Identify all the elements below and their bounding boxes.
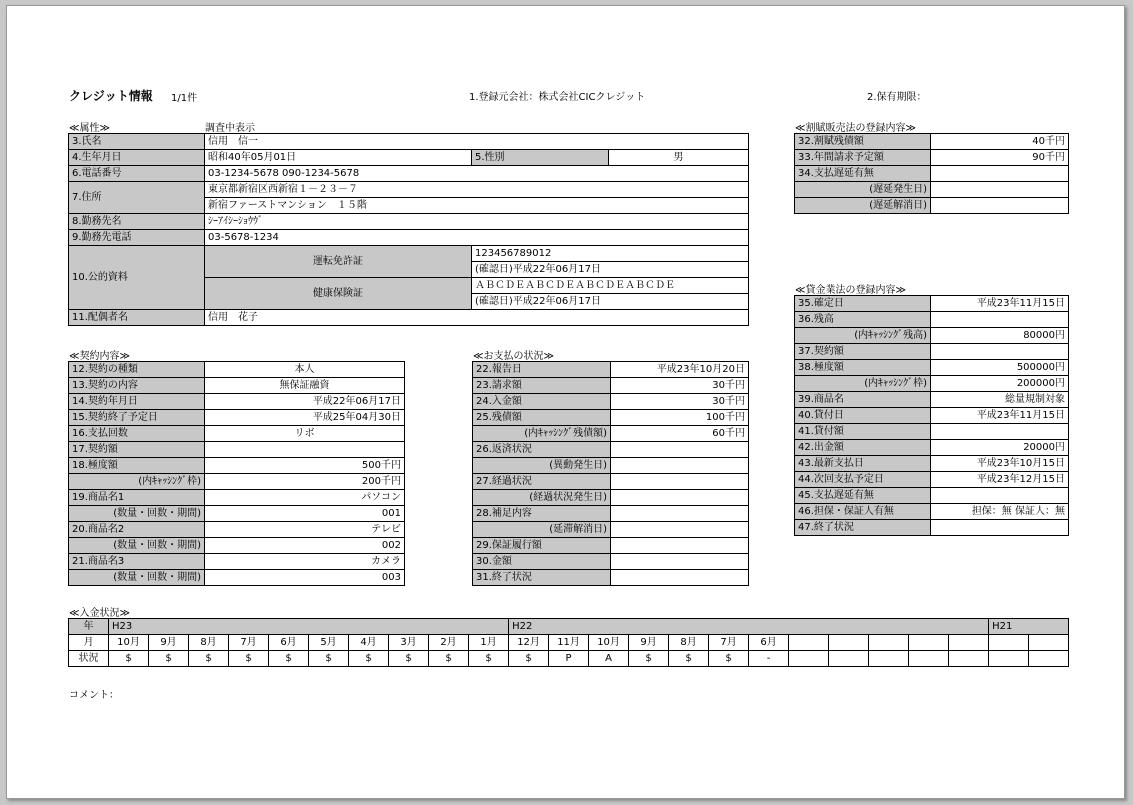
attributes-section-title: ≪属性≫ <box>69 123 110 134</box>
field-value: 90千円 <box>931 150 1069 166</box>
attributes-table <box>68 133 749 326</box>
year-row <box>69 619 1069 635</box>
status-cell: $ <box>429 651 469 667</box>
registering-company: 1.登録元会社：株式会社CICクレジット <box>469 92 646 103</box>
field-label: 33.年間請求予定額 <box>795 150 931 166</box>
table-row <box>69 538 405 554</box>
table-row <box>795 472 1069 488</box>
month-cell: 9月 <box>149 635 189 651</box>
field-label: 15.契約終了予定日 <box>69 410 205 426</box>
status-cell: $ <box>389 651 429 667</box>
status-cell: $ <box>189 651 229 667</box>
record-count: 1/1件 <box>171 93 198 104</box>
month-cell <box>1029 635 1069 651</box>
field-label: 21.商品名3 <box>69 554 205 570</box>
field-value: 500千円 <box>205 458 405 474</box>
year-cell: H21 <box>989 619 1069 635</box>
field-value <box>611 522 749 538</box>
document-confirm-date: (確認日)平成22年06月17日 <box>472 262 749 278</box>
year-header: 年 <box>69 619 109 635</box>
status-cell: $ <box>669 651 709 667</box>
field-label: 19.商品名1 <box>69 490 205 506</box>
field-value: 平成25年04月30日 <box>205 410 405 426</box>
month-cell: 11月 <box>549 635 589 651</box>
field-label: 36.残高 <box>795 312 931 328</box>
table-row <box>795 344 1069 360</box>
employer-phone-value: 03-5678-1234 <box>205 230 749 246</box>
field-label: 31.終了状況 <box>473 570 611 586</box>
address-line-2: 新宿ファーストマンション １５階 <box>205 198 749 214</box>
field-label: 10.公的資料 <box>69 246 205 310</box>
field-label: 5.性別 <box>472 150 609 166</box>
installment-section-title: ≪割賦販売法の登録内容≫ <box>795 123 916 134</box>
status-cell: $ <box>149 651 189 667</box>
status-cell: $ <box>229 651 269 667</box>
under-investigation-label: 調査中表示 <box>205 123 255 134</box>
document-number: 123456789012 <box>472 246 749 262</box>
table-row <box>473 394 749 410</box>
table-row <box>795 504 1069 520</box>
table-row <box>795 440 1069 456</box>
field-label: 30.金額 <box>473 554 611 570</box>
table-row <box>473 474 749 490</box>
field-sublabel: (経過状況発生日) <box>473 490 611 506</box>
field-sublabel: (内ｷｬｯｼﾝｸﾞ残債額) <box>473 426 611 442</box>
year-cell: H22 <box>509 619 989 635</box>
field-label: 4.生年月日 <box>69 150 205 166</box>
field-label: 27.経過状況 <box>473 474 611 490</box>
field-value: 002 <box>205 538 405 554</box>
field-sublabel: (数量・回数・期間) <box>69 506 205 522</box>
field-label: 6.電話番号 <box>69 166 205 182</box>
table-row <box>473 538 749 554</box>
field-label: 17.契約額 <box>69 442 205 458</box>
status-cell <box>829 651 869 667</box>
field-value: 担保：無 保証人：無 <box>931 504 1069 520</box>
field-value <box>931 198 1069 214</box>
installment-table <box>794 133 1069 214</box>
field-sublabel: (内ｷｬｯｼﾝｸﾞ枠) <box>795 376 931 392</box>
month-cell: 1月 <box>469 635 509 651</box>
field-label: 12.契約の種類 <box>69 362 205 378</box>
status-cell <box>789 651 829 667</box>
field-value: 003 <box>205 570 405 586</box>
table-row <box>795 166 1069 182</box>
field-value: テレビ <box>205 522 405 538</box>
month-cell: 10月 <box>109 635 149 651</box>
status-cell: $ <box>469 651 509 667</box>
status-cell: $ <box>109 651 149 667</box>
payment-table <box>472 361 749 586</box>
comment-label: コメント： <box>69 690 119 701</box>
field-label: 22.報告日 <box>473 362 611 378</box>
field-label: 24.入金額 <box>473 394 611 410</box>
field-sublabel: (延滞解消日) <box>473 522 611 538</box>
status-cell: $ <box>629 651 669 667</box>
field-label: 39.商品名 <box>795 392 931 408</box>
table-row <box>69 410 405 426</box>
field-label: 29.保証履行額 <box>473 538 611 554</box>
table-row <box>69 362 405 378</box>
month-cell: 12月 <box>509 635 549 651</box>
field-value <box>931 182 1069 198</box>
field-value <box>931 344 1069 360</box>
table-row <box>473 378 749 394</box>
month-cell: 2月 <box>429 635 469 651</box>
status-row <box>69 651 1069 667</box>
table-row <box>795 312 1069 328</box>
employer-value: ｼｰｱｲｼｰｼｮｳｳﾞ <box>205 214 749 230</box>
month-cell <box>949 635 989 651</box>
field-value <box>205 442 405 458</box>
status-cell <box>869 651 909 667</box>
status-header: 状況 <box>69 651 109 667</box>
table-row <box>473 458 749 474</box>
public-document-type: 運転免許証 <box>205 246 472 278</box>
table-row <box>795 520 1069 536</box>
field-label: 13.契約の内容 <box>69 378 205 394</box>
field-sublabel: (数量・回数・期間) <box>69 538 205 554</box>
field-value: 平成23年12月15日 <box>931 472 1069 488</box>
contract-table <box>68 361 405 586</box>
field-label: 44.次回支払予定日 <box>795 472 931 488</box>
table-row <box>69 570 405 586</box>
table-row <box>69 474 405 490</box>
field-value: パソコン <box>205 490 405 506</box>
table-row <box>795 488 1069 504</box>
month-header: 月 <box>69 635 109 651</box>
month-row <box>69 635 1069 651</box>
field-value: 本人 <box>205 362 405 378</box>
field-value: 平成23年11月15日 <box>931 296 1069 312</box>
spouse-value: 信用 花子 <box>205 310 749 326</box>
month-cell <box>869 635 909 651</box>
field-value <box>931 166 1069 182</box>
field-value: カメラ <box>205 554 405 570</box>
name-value: 信用 信一 <box>205 134 749 150</box>
field-value: 30千円 <box>611 394 749 410</box>
field-label: 37.契約額 <box>795 344 931 360</box>
table-row <box>473 554 749 570</box>
document-confirm-date: (確認日)平成22年06月17日 <box>472 294 749 310</box>
status-cell: - <box>749 651 789 667</box>
birthdate-value: 昭和40年05月01日 <box>205 150 472 166</box>
address-line-1: 東京都新宿区西新宿１－２３－７ <box>205 182 749 198</box>
field-label: 38.極度額 <box>795 360 931 376</box>
field-sublabel: (内ｷｬｯｼﾝｸﾞ枠) <box>69 474 205 490</box>
table-row <box>473 362 749 378</box>
field-label: 23.請求額 <box>473 378 611 394</box>
month-cell: 7月 <box>709 635 749 651</box>
field-label: 11.配偶者名 <box>69 310 205 326</box>
status-cell <box>949 651 989 667</box>
field-value: 無保証融資 <box>205 378 405 394</box>
table-row <box>795 198 1069 214</box>
document-number: ＡＢＣＤＥＡＢＣＤＥＡＢＣＤＥＡＢＣＤＥ <box>472 278 749 294</box>
month-cell: 8月 <box>189 635 229 651</box>
field-label: 3.氏名 <box>69 134 205 150</box>
field-label: 25.残債額 <box>473 410 611 426</box>
month-cell: 7月 <box>229 635 269 651</box>
field-sublabel: (数量・回数・期間) <box>69 570 205 586</box>
field-value <box>931 312 1069 328</box>
field-value: 80000円 <box>931 328 1069 344</box>
month-cell: 9月 <box>629 635 669 651</box>
field-label: 46.担保・保証人有無 <box>795 504 931 520</box>
month-cell <box>909 635 949 651</box>
table-row <box>69 426 405 442</box>
table-row <box>795 392 1069 408</box>
field-value: 60千円 <box>611 426 749 442</box>
phone-value: 03-1234-5678 090-1234-5678 <box>205 166 749 182</box>
table-row <box>473 522 749 538</box>
deposit-status-table <box>68 618 1069 667</box>
table-row <box>795 456 1069 472</box>
status-cell: P <box>549 651 589 667</box>
field-value: 平成22年06月17日 <box>205 394 405 410</box>
status-cell <box>1029 651 1069 667</box>
table-row <box>795 182 1069 198</box>
month-cell: 5月 <box>309 635 349 651</box>
contract-section-title: ≪契約内容≫ <box>69 351 130 362</box>
table-row <box>69 458 405 474</box>
month-cell <box>989 635 1029 651</box>
credit-report-page <box>6 5 1125 799</box>
field-value <box>611 458 749 474</box>
field-value: 20000円 <box>931 440 1069 456</box>
payment-section-title: ≪お支払の状況≫ <box>473 351 554 362</box>
table-row <box>795 296 1069 312</box>
field-label: 9.勤務先電話 <box>69 230 205 246</box>
field-value: 総量規制対象 <box>931 392 1069 408</box>
field-value: 200千円 <box>205 474 405 490</box>
lending-table <box>794 295 1069 536</box>
field-value: 500000円 <box>931 360 1069 376</box>
field-label: 43.最新支払日 <box>795 456 931 472</box>
field-value <box>611 538 749 554</box>
field-value <box>931 488 1069 504</box>
table-row <box>795 134 1069 150</box>
field-value: 平成23年10月20日 <box>611 362 749 378</box>
field-value <box>931 424 1069 440</box>
deposit-section-title: ≪入金状況≫ <box>69 608 130 619</box>
field-value: 30千円 <box>611 378 749 394</box>
field-value <box>931 520 1069 536</box>
field-label: 7.住所 <box>69 182 205 214</box>
field-sublabel: (異動発生日) <box>473 458 611 474</box>
field-value: リボ <box>205 426 405 442</box>
status-cell: $ <box>709 651 749 667</box>
table-row <box>69 442 405 458</box>
sex-value: 男 <box>609 150 749 166</box>
field-value <box>611 490 749 506</box>
table-row <box>795 376 1069 392</box>
status-cell: $ <box>309 651 349 667</box>
field-value: 40千円 <box>931 134 1069 150</box>
status-cell: $ <box>509 651 549 667</box>
month-cell: 4月 <box>349 635 389 651</box>
field-label: 40.貸付日 <box>795 408 931 424</box>
table-row <box>69 490 405 506</box>
field-sublabel: (遅延発生日) <box>795 182 931 198</box>
table-row <box>69 554 405 570</box>
field-label: 8.勤務先名 <box>69 214 205 230</box>
report-title: クレジット情報 <box>69 89 153 103</box>
month-cell <box>789 635 829 651</box>
field-label: 28.補足内容 <box>473 506 611 522</box>
public-document-type: 健康保険証 <box>205 278 472 310</box>
table-row <box>795 328 1069 344</box>
field-label: 41.貸付額 <box>795 424 931 440</box>
table-row <box>69 506 405 522</box>
table-row <box>795 408 1069 424</box>
table-row <box>69 378 405 394</box>
field-value <box>611 554 749 570</box>
field-label: 18.極度額 <box>69 458 205 474</box>
field-value: 平成23年10月15日 <box>931 456 1069 472</box>
status-cell: A <box>589 651 629 667</box>
status-cell: $ <box>349 651 389 667</box>
field-label: 35.確定日 <box>795 296 931 312</box>
field-label: 26.返済状況 <box>473 442 611 458</box>
field-value: 200000円 <box>931 376 1069 392</box>
month-cell: 10月 <box>589 635 629 651</box>
table-row <box>473 426 749 442</box>
field-value <box>611 506 749 522</box>
month-cell: 8月 <box>669 635 709 651</box>
field-label: 42.出金額 <box>795 440 931 456</box>
status-cell: $ <box>269 651 309 667</box>
field-value: 平成23年11月15日 <box>931 408 1069 424</box>
field-label: 14.契約年月日 <box>69 394 205 410</box>
field-value <box>611 474 749 490</box>
table-row <box>795 150 1069 166</box>
field-label: 32.割賦残債額 <box>795 134 931 150</box>
table-row <box>473 490 749 506</box>
field-label: 45.支払遅延有無 <box>795 488 931 504</box>
table-row <box>795 360 1069 376</box>
table-row <box>473 570 749 586</box>
field-label: 20.商品名2 <box>69 522 205 538</box>
field-sublabel: (内ｷｬｯｼﾝｸﾞ残高) <box>795 328 931 344</box>
table-row <box>69 522 405 538</box>
lending-section-title: ≪貸金業法の登録内容≫ <box>795 285 906 296</box>
status-cell <box>989 651 1029 667</box>
field-value: 001 <box>205 506 405 522</box>
field-sublabel: (遅延解消日) <box>795 198 931 214</box>
field-value: 100千円 <box>611 410 749 426</box>
field-value <box>611 442 749 458</box>
month-cell: 6月 <box>269 635 309 651</box>
month-cell <box>829 635 869 651</box>
table-row <box>69 394 405 410</box>
month-cell: 3月 <box>389 635 429 651</box>
table-row <box>473 442 749 458</box>
field-label: 16.支払回数 <box>69 426 205 442</box>
year-cell: H23 <box>109 619 509 635</box>
table-row <box>473 410 749 426</box>
field-value <box>611 570 749 586</box>
status-cell <box>909 651 949 667</box>
retention-period: 2.保有期限： <box>867 92 927 103</box>
table-row <box>795 424 1069 440</box>
table-row <box>473 506 749 522</box>
field-label: 47.終了状況 <box>795 520 931 536</box>
month-cell: 6月 <box>749 635 789 651</box>
field-label: 34.支払遅延有無 <box>795 166 931 182</box>
